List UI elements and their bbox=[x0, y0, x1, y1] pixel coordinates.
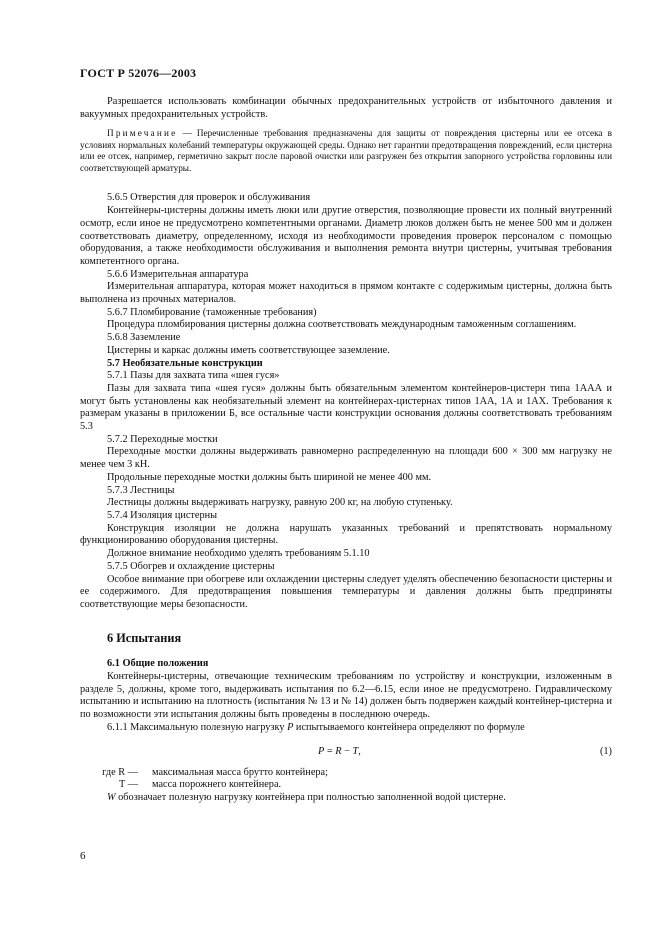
formula-number: (1) bbox=[599, 745, 612, 757]
formula-equals: = bbox=[324, 745, 336, 757]
definition-row bbox=[80, 767, 612, 780]
section-heading-5-7: 5.7 Необязательные конструкции bbox=[107, 357, 263, 369]
formula-t: T bbox=[352, 745, 359, 757]
formula-expression bbox=[318, 746, 361, 759]
paragraph: Переходные мостки должны выдерживать равномерно распределенную на площади 600 × 300 мм нагрузку не менее чем 3 кН. bbox=[80, 446, 612, 471]
paragraph: Процедура пломбирования цистерны должна соответствовать международным таможенным соглашениям. bbox=[107, 319, 577, 331]
variable-w: W bbox=[107, 791, 116, 803]
formula-1 bbox=[80, 742, 612, 764]
formula-comma: , bbox=[358, 745, 361, 757]
page-number: 6 bbox=[80, 850, 86, 862]
section-title-6: 6 Испытания bbox=[107, 630, 182, 645]
section-heading-6-1: 6.1 Общие положения bbox=[107, 658, 209, 670]
formula-minus: − bbox=[341, 745, 353, 757]
section-heading-5-6-5: 5.6.5 Отверстия для проверок и обслуживания bbox=[107, 192, 311, 204]
section-heading-5-7-1: 5.7.1 Пазы для захвата типа «шея гуся» bbox=[107, 370, 280, 382]
definition-text: максимальная масса брутто контейнера; bbox=[152, 766, 328, 778]
section-heading-5-7-2: 5.7.2 Переходные мостки bbox=[107, 433, 218, 445]
paragraph: Продольные переходные мостки должны быть шириной не менее 400 мм. bbox=[107, 471, 432, 483]
note-text: — Перечисленные требования предназначены для защиты от повреждения цистерны или ее отсека в условиях нормальных колебаний температуры окружающей среды. Однако нет гарантии предотвращения повреждений, если цистерна или ее отсек, например, герметично закрыт после паровой очистки или разгружен без открытия запорного устройства горловины или соответствующей арматуры. bbox=[80, 128, 612, 173]
paragraph: Контейнеры-цистерны должны иметь люки или другие отверстия, позволяющие провести их полный внутренний осмотр, если иное не предусмотрено компетентными органами. Диаметр люков должен быть не менее 500 мм и должен соответствовать диаметру, определенному, исходя из необходимости проведения проверок персоналом с помощью оборудования, а также необходимости обслуживания и выполнения ремонта внутри цистерны, учитывая требования компетентного органа. bbox=[80, 205, 612, 267]
paragraph: Разрешается использовать комбинации обычных предохранительных устройств от избыточного давления и вакуумных предохранительных устройств. bbox=[80, 96, 612, 120]
paragraph: Должное внимание необходимо уделять требованиям 5.1.10 bbox=[107, 548, 370, 560]
page-content bbox=[80, 96, 612, 805]
paragraph: Цистерны и каркас должны иметь соответствующее заземление. bbox=[107, 344, 390, 356]
definition-key: T — bbox=[119, 779, 138, 791]
section-heading-5-7-5: 5.7.5 Обогрев и охлаждение цистерны bbox=[107, 560, 275, 572]
formula-r: R bbox=[335, 745, 342, 757]
section-heading-5-7-3: 5.7.3 Лестницы bbox=[107, 484, 175, 496]
text-run: 6.1.1 Максимальную полезную нагрузку bbox=[107, 721, 288, 733]
paragraph bbox=[80, 792, 612, 805]
paragraph: Контейнеры-цистерны, отвечающие техническим требованиям по устройству и конструкции, изложенным в разделе 5, должны, кроме того, выдерживать испытания по 6.2—6.15, если иное не предусмотрено. Гидравлическому испытанию и испытанию на плотность (испытания № 13 и № 14) должен быть подвержен каждый контейнер-цистерна и по возможности эти испытания должны быть проведены в последнюю очередь. bbox=[80, 671, 612, 721]
definition-text: масса порожнего контейнера. bbox=[152, 779, 282, 791]
note-label: Примечание bbox=[107, 128, 178, 139]
variable-p: P bbox=[287, 721, 294, 733]
text-run: обозначает полезную нагрузку контейнера при полностью заполненной водой цистерне. bbox=[115, 791, 506, 803]
paragraph-6-1-1 bbox=[80, 722, 612, 735]
text-run: испытываемого контейнера определяют по формуле bbox=[293, 721, 525, 733]
definition-key: где R — bbox=[102, 766, 138, 778]
section-heading-5-6-8: 5.6.8 Заземление bbox=[107, 332, 181, 344]
definition-row bbox=[80, 779, 612, 792]
paragraph: Измерительная аппаратура, которая может находиться в прямом контакте с содержимым цистерны, должна быть выполнена из прочных материалов. bbox=[80, 281, 612, 306]
formula-lhs: P bbox=[318, 745, 325, 757]
standard-header: ГОСТ Р 52076—2003 bbox=[80, 66, 197, 80]
section-heading-5-7-4: 5.7.4 Изоляция цистерны bbox=[107, 509, 218, 521]
note-paragraph bbox=[80, 128, 612, 174]
paragraph: Пазы для захвата типа «шея гуся» должны быть обязательным элементом контейнеров-цистерн типа 1ААА и могут быть установлены как необязательный элемент на контейнерах-цистернах типов 1АА, 1А и 1АХ. Требования к размерам указаны в приложении Б, все остальные части конструкции основания должны соответствовать требованиям 5.3 bbox=[80, 382, 612, 433]
definitions-list bbox=[80, 767, 612, 792]
paragraph: Особое внимание при обогреве или охлаждении цистерны следует уделять обеспечению безопасности цистерны и ее содержимого. Для предотвращения повышения температуры и давления должны быть предприняты соответствующие меры безопасности. bbox=[80, 573, 612, 610]
section-heading-5-6-6: 5.6.6 Измерительная аппаратура bbox=[107, 268, 249, 280]
paragraph: Конструкция изоляции не должна нарушать указанных требований и препятствовать нормальному функционированию оборудования цистерны. bbox=[80, 522, 612, 547]
section-heading-5-6-7: 5.6.7 Пломбирование (таможенные требования) bbox=[107, 306, 317, 318]
paragraph: Лестницы должны выдерживать нагрузку, равную 200 кг, на любую ступеньку. bbox=[107, 497, 453, 509]
